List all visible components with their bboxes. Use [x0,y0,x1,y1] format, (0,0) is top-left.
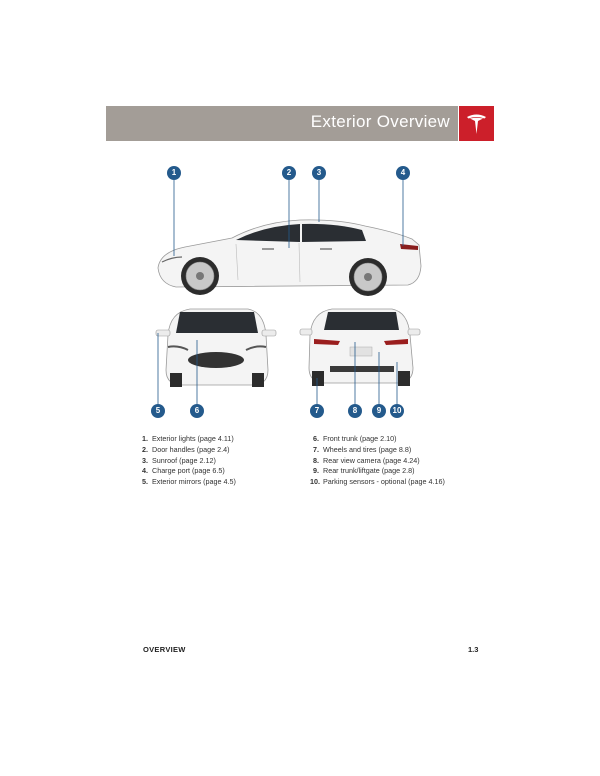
legend-left [139,434,236,488]
legend-item: 10. Parking sensors - optional (page 4.16) [310,477,445,487]
callout-marker-6: 6 [190,404,204,418]
callout-marker-3: 3 [312,166,326,180]
callout-marker-8: 8 [348,404,362,418]
callout-marker-9: 9 [372,404,386,418]
legend-item: 9. Rear trunk/liftgate (page 2.8) [313,466,415,476]
callout-marker-7: 7 [310,404,324,418]
legend-right [310,434,445,488]
callout-marker-4: 4 [396,166,410,180]
callout-marker-5: 5 [151,404,165,418]
callout-marker-2: 2 [282,166,296,180]
legend-item: 4. Charge port (page 6.5) [142,466,225,476]
legend-item: 5. Exterior mirrors (page 4.5) [142,477,236,487]
legend-item: 2. Door handles (page 2.4) [142,444,230,454]
car-side-view [158,220,421,296]
legend-item: 3. Sunroof (page 2.12) [142,455,216,465]
footer-page-number: 1.3 [468,645,479,654]
legend-item: 1. Exterior lights (page 4.11) [142,434,234,443]
legend-item: 6. Front trunk (page 2.10) [313,434,397,443]
footer-section-label: OVERVIEW [143,645,186,654]
car-rear-view [300,309,420,386]
legend-item: 7. Wheels and tires (page 8.8) [313,444,412,454]
car-front-view [156,309,276,387]
callout-marker-1: 1 [167,166,181,180]
page-title: Exterior Overview [310,112,450,131]
legend-item: 8. Rear view camera (page 4.24) [313,455,420,465]
callout-marker-10: 10 [390,404,404,418]
